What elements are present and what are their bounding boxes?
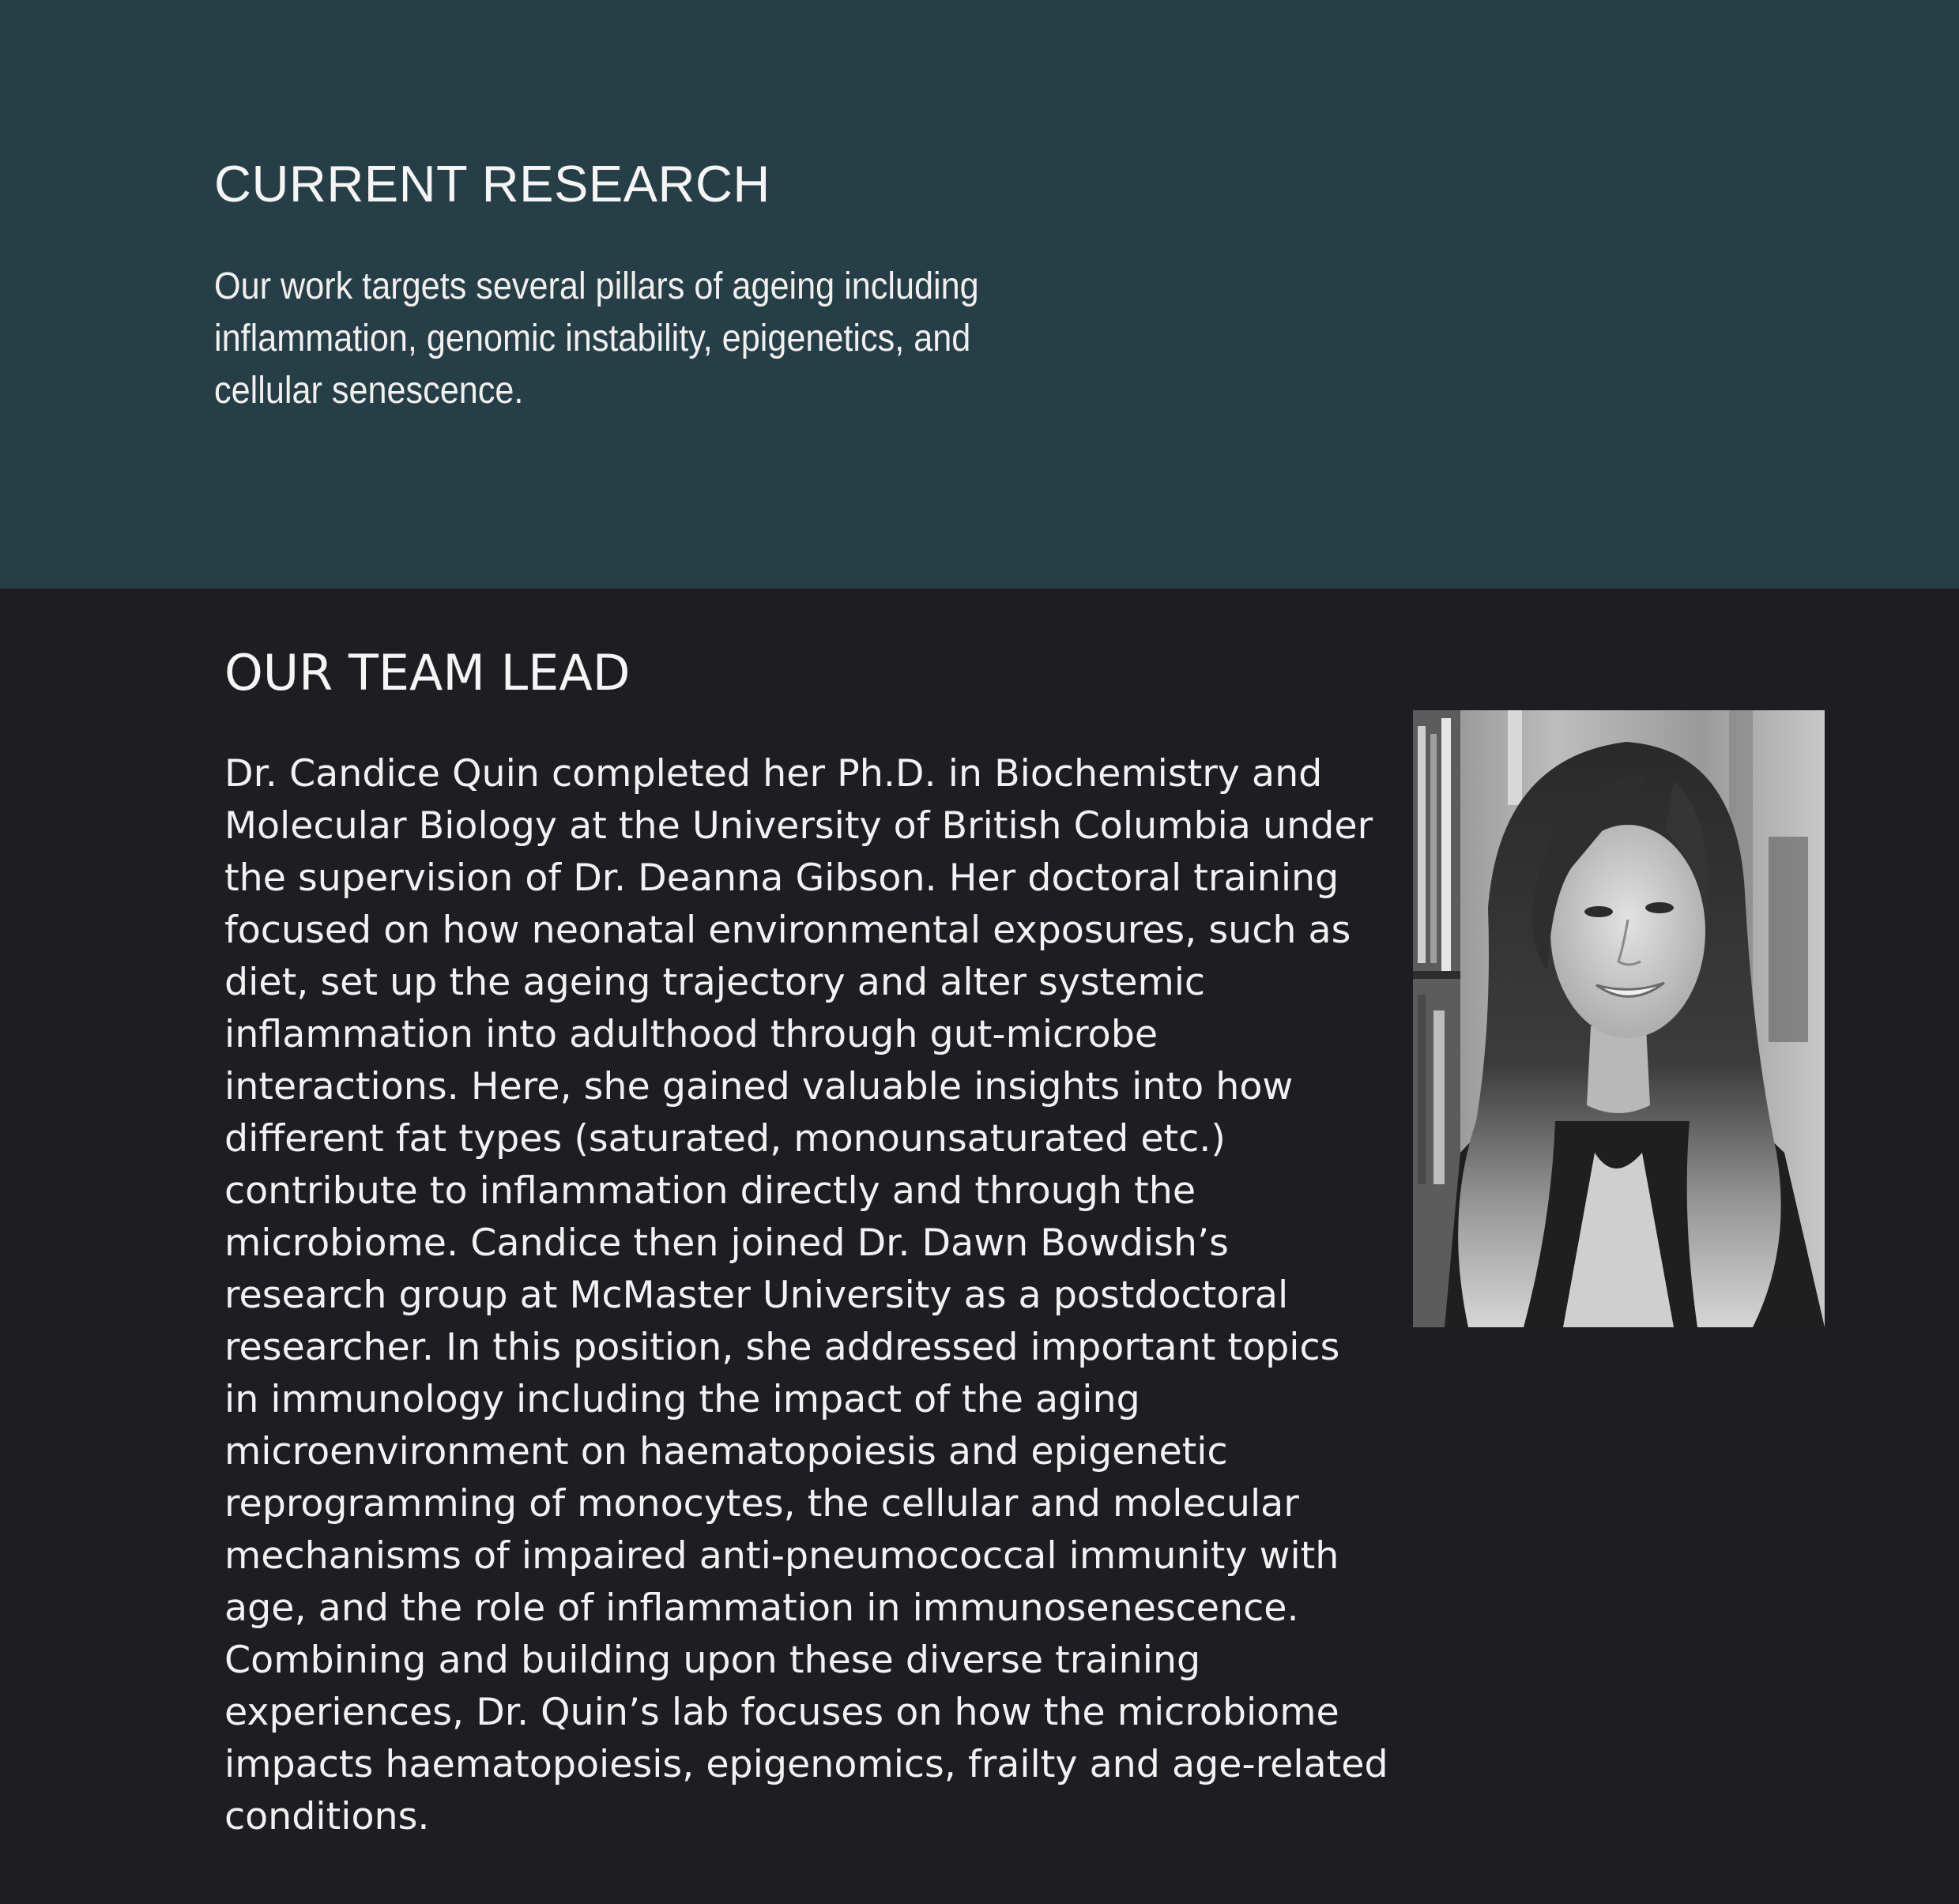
bio-line: impacts haematopoiesis, epigenomics, frailty and age-related [224, 1743, 1388, 1786]
bio-line: the supervision of Dr. Deanna Gibson. Her doctoral training [224, 856, 1339, 900]
current-research-description: Our work targets several pillars of ageing including inflammation, genomic instability, epigenetics, and cellular senescence. [214, 265, 979, 412]
bio-line: different fat types (saturated, monounsaturated etc.) [224, 1117, 1226, 1161]
bio-line: age, and the role of inflammation in immunosenescence. [224, 1586, 1299, 1630]
bio-line: Molecular Biology at the University of British Columbia under [224, 804, 1373, 848]
bio-line: microbiome. Candice then joined Dr. Dawn Bowdish’s [224, 1221, 1229, 1265]
bio-line: researcher. In this position, she addressed important topics [224, 1326, 1340, 1369]
bio-line: inflammation into adulthood through gut-microbe [224, 1013, 1158, 1056]
bio-line: interactions. Here, she gained valuable insights into how [224, 1065, 1294, 1108]
bio-line: contribute to inflammation directly and through the [224, 1169, 1196, 1213]
bio-line: research group at McMaster University as a postdoctoral [224, 1274, 1289, 1317]
bio-line: microenvironment on haematopoiesis and epigenetic [224, 1430, 1228, 1473]
current-research-heading: CURRENT RESEARCH [214, 155, 770, 213]
bio-line: conditions. [224, 1795, 430, 1838]
team-lead-section [0, 589, 1959, 1904]
bio-line: diet, set up the ageing trajectory and alter systemic [224, 961, 1206, 1004]
bio-line: Combining and building upon these diverse training [224, 1639, 1201, 1682]
bio-line: reprogramming of monocytes, the cellular and molecular [224, 1482, 1299, 1526]
bio-line: mechanisms of impaired anti-pneumococcal immunity with [224, 1534, 1339, 1578]
bio-line: experiences, Dr. Quin’s lab focuses on how the microbiome [224, 1691, 1339, 1734]
bio-line: in immunology including the impact of the aging [224, 1378, 1140, 1421]
team-lead-portrait [1413, 710, 1825, 1327]
team-lead-heading: OUR TEAM LEAD [224, 644, 631, 702]
current-research-section [0, 0, 1959, 589]
bio-line: Dr. Candice Quin completed her Ph.D. in Biochemistry and [224, 752, 1323, 796]
bio-line: focused on how neonatal environmental exposures, such as [224, 909, 1351, 952]
team-lead-bio [224, 748, 1388, 1843]
portrait-photo-icon [1413, 710, 1825, 1327]
